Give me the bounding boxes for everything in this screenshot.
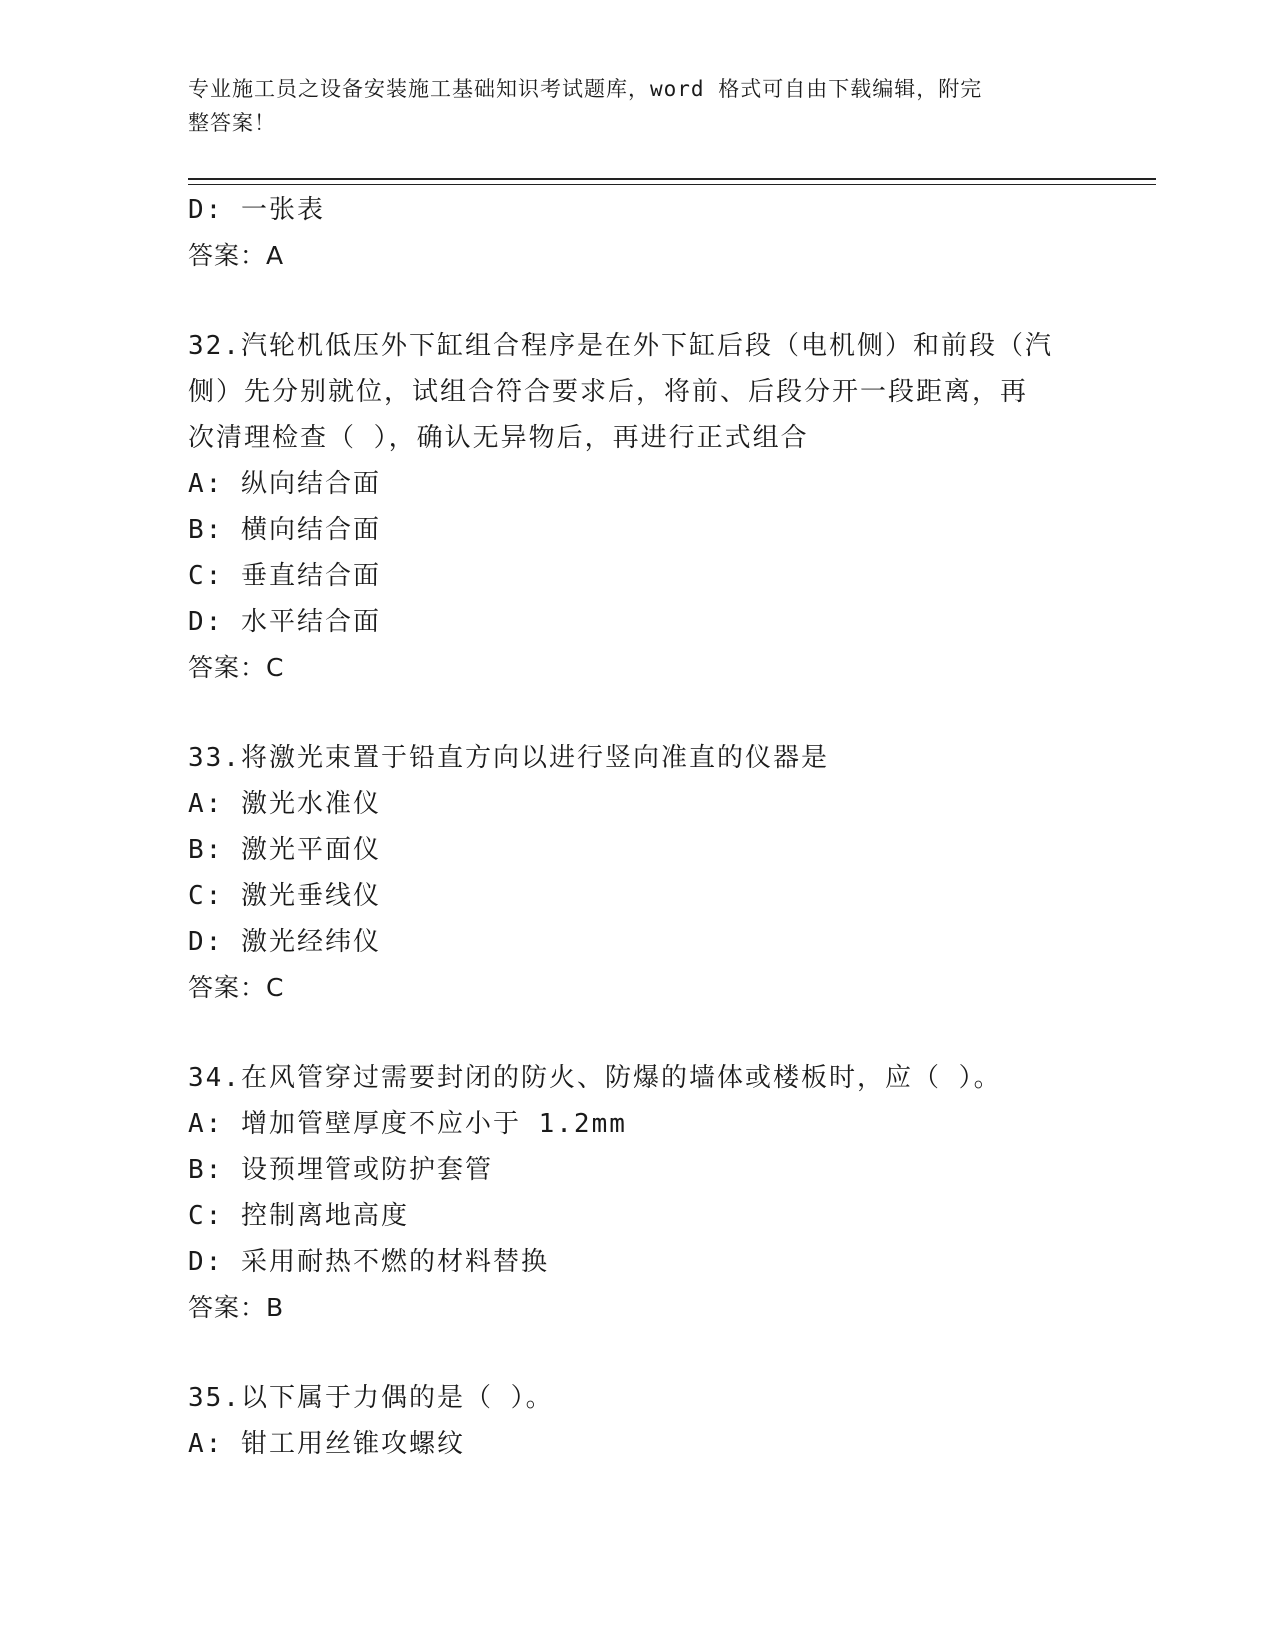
option-c: C: 垂直结合面 — [188, 561, 381, 591]
option-d: D: 激光经纬仪 — [188, 927, 381, 957]
option-d: D: 水平结合面 — [188, 607, 381, 637]
option-a: A: 激光水准仪 — [188, 789, 381, 819]
question-stem-line: 35.以下属于力偶的是（ ）。 — [188, 1383, 554, 1413]
option-b: B: 设预埋管或防护套管 — [188, 1155, 493, 1185]
option-c: C: 激光垂线仪 — [188, 881, 381, 911]
answer-line: 答案：B — [188, 1293, 285, 1322]
answer-line: 答案：A — [188, 241, 285, 270]
option-d: D: 一张表 — [188, 195, 325, 225]
answer-line: 答案：C — [188, 973, 285, 1002]
header-divider-thin — [188, 184, 1156, 185]
header-line-2: 整答案！ — [188, 111, 276, 135]
question-31-tail — [188, 187, 1088, 279]
question-stem-line: 次清理检查（ ），确认无异物后，再进行正式组合 — [188, 423, 809, 453]
question-34 — [188, 1055, 1088, 1331]
question-stem-line: 33.将激光束置于铅直方向以进行竖向准直的仪器是 — [188, 743, 829, 773]
option-a: A: 钳工用丝锥攻螺纹 — [188, 1429, 465, 1459]
question-stem-line: 侧）先分别就位，试组合符合要求后，将前、后段分开一段距离，再 — [188, 377, 1029, 407]
option-a: A: 纵向结合面 — [188, 469, 381, 499]
document-header — [188, 72, 1068, 140]
option-b: B: 横向结合面 — [188, 515, 381, 545]
spacer — [188, 691, 1088, 735]
question-33 — [188, 735, 1088, 1011]
option-c: C: 控制离地高度 — [188, 1201, 409, 1231]
option-d: D: 采用耐热不燃的材料替换 — [188, 1247, 549, 1277]
option-b: B: 激光平面仪 — [188, 835, 381, 865]
spacer — [188, 1011, 1088, 1055]
spacer — [188, 279, 1088, 323]
question-stem-line: 32.汽轮机低压外下缸组合程序是在外下缸后段（电机侧）和前段（汽 — [188, 331, 1053, 361]
question-list — [188, 187, 1088, 1467]
header-divider-thick — [188, 178, 1156, 180]
spacer — [188, 1331, 1088, 1375]
question-stem-line: 34.在风管穿过需要封闭的防火、防爆的墙体或楼板时，应（ ）。 — [188, 1063, 1002, 1093]
question-32 — [188, 323, 1088, 691]
header-line-1: 专业施工员之设备安装施工基础知识考试题库，word 格式可自由下载编辑，附完 — [188, 77, 983, 101]
answer-line: 答案：C — [188, 653, 285, 682]
question-35 — [188, 1375, 1088, 1467]
option-a: A: 增加管壁厚度不应小于 1.2mm — [188, 1109, 627, 1139]
